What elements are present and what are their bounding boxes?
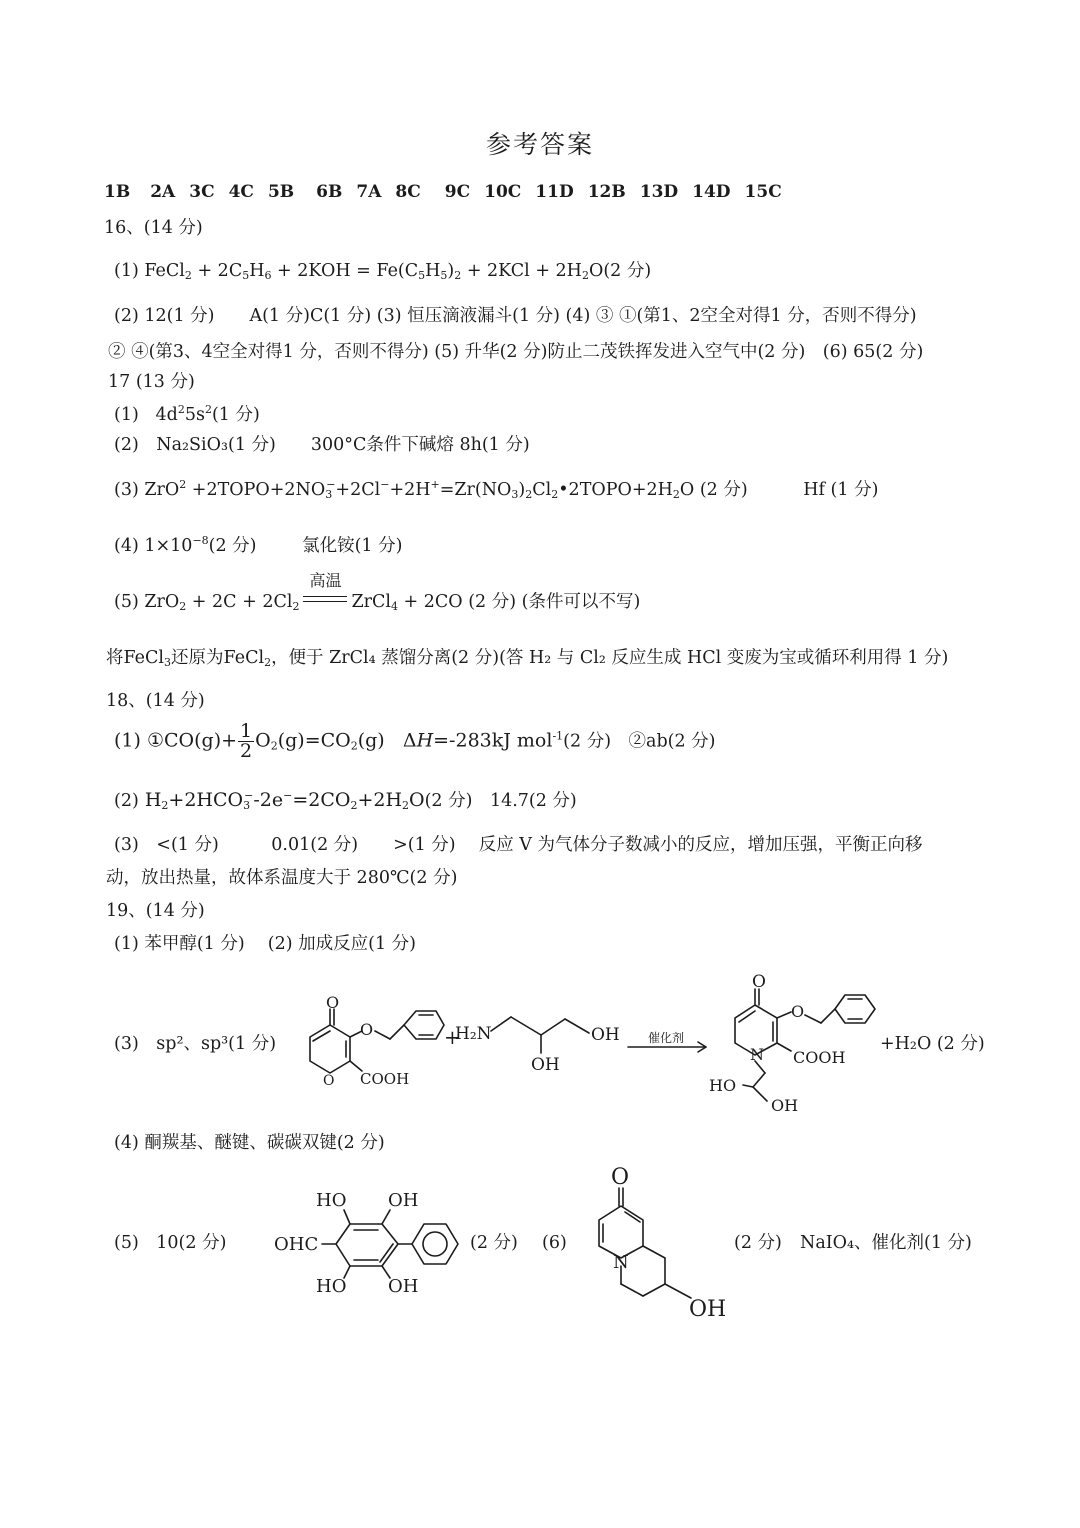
mc-answer: 8C (395, 182, 421, 202)
q17-p5b-post: ，便于 ZrCl₄ 蒸馏分离(2 分)(答 H₂ 与 Cl₂ 反应生成 HCl 变废为宝或循环利用得 1 分) (271, 648, 949, 668)
atom-label: O (611, 1165, 630, 1190)
reaction-arrow (628, 1040, 710, 1054)
q19-header: 19、(14 分) (106, 901, 205, 921)
q17-part5: (5) $ZrO_2 + 2C + 2Cl_2$ 高温 ZrCl$_4$ + 2CO (2 分) (条件可以不写) (114, 571, 641, 613)
atom-label: OH (591, 1025, 620, 1045)
q16-part2-line-b: ② ④(第3、4空全对得1 分，否则不得分) (5) 升华(2 分)防止二茂铁挥发进入空气中(2 分) (6) 65(2 分) (108, 342, 924, 362)
q18-part3-b: 动，放出热量，故体系温度大于 280℃(2 分) (106, 868, 458, 888)
q18-part1: (1) ①CO(g)+ $\frac{1}{2}$ $O_2(g)=CO_2(g)$ ΔH=-283kJ mol$^{-1}$(2 分) ②ab(2 分) (114, 720, 716, 762)
amino-diol-structure (455, 1005, 630, 1080)
mc-answer: 9C (444, 182, 471, 202)
atom-label: OH (388, 1190, 419, 1211)
q17-p4-label: (4) (114, 536, 139, 556)
q18-p2-label: (2) (114, 791, 139, 811)
atom-label: O (326, 993, 340, 1012)
q17-p3-label: (3) (114, 480, 139, 500)
q16-p1-label: (1) (114, 261, 139, 281)
q19-part3-tail: +H₂O (2 分) (880, 1034, 985, 1054)
q17-part2: (2) Na₂SiO₃(1 分) 300°C条件下碱熔 8h(1 分) (114, 435, 530, 455)
q17-part4: (4) $1\times 10^{-8}(2$ 分) 氯化铵(1 分) (114, 534, 403, 556)
mc-answer: 14D (692, 182, 731, 202)
atom-label: O (791, 1002, 805, 1021)
atom-label: COOH (793, 1048, 846, 1067)
mc-answer: 15C (744, 182, 782, 202)
atom-label: OH (771, 1096, 799, 1115)
mc-answer: 7A (356, 182, 382, 202)
atom-label: HO (316, 1276, 347, 1297)
q16-part2-line: (2) 12(1 分) A(1 分)C(1 分) (3) 恒压滴液漏斗(1 分) (4) ③ ①(第1、2空全对得1 分，否则不得分) (114, 306, 917, 326)
atom-label: N (750, 1045, 764, 1064)
mc-answer: 1B (104, 182, 131, 202)
q17-p3-hf: Hf (1 分) (803, 480, 879, 500)
mc-answer: 3C (189, 182, 215, 202)
atom-label: N (613, 1252, 629, 1273)
q18-part3: (3) <(1 分) 0.01(2 分) >(1 分) 反应 V 为气体分子数减小的反应，增加压强，平衡正向移 (114, 835, 923, 855)
atom-label: HO (316, 1190, 347, 1211)
multiple-choice-answers (104, 183, 782, 203)
q17-p1-score: (1 分) (211, 405, 260, 425)
q19-part6-score: (2 分) (734, 1233, 782, 1253)
atom-label: O (323, 1073, 335, 1089)
page-title: 参考答案 (485, 130, 594, 159)
q17-p5b-pre: 将 (106, 648, 124, 668)
mc-answer: 5B (267, 182, 295, 202)
q17-p4-score: (2 分) (208, 536, 257, 556)
q18-p1-dh: =-283kJ mol (433, 729, 553, 752)
atom-label: OH (531, 1055, 560, 1075)
atom-label: COOH (360, 1070, 410, 1088)
atom-label: O (360, 1020, 374, 1039)
q19-part3-label: (3) sp²、sp³(1 分) (114, 1034, 277, 1054)
q19-part5-label: (5) 10(2 分) (114, 1233, 227, 1253)
q18-p1-label: (1) ① (114, 729, 164, 752)
atom-label: OH (388, 1276, 419, 1297)
q18-p2-score: (2 分) 14.7(2 分) (424, 791, 577, 811)
mc-answer: 12B (587, 182, 626, 202)
mc-answer: 2A (150, 182, 176, 202)
q18-header: 18、(14 分) (106, 691, 205, 711)
q17-p1-label: (1) (114, 405, 139, 425)
mc-answer: 6B (316, 182, 343, 202)
q16-p1-score: (2 分) (603, 261, 652, 281)
atom-label: O (752, 972, 766, 992)
q19-part4: (4) 酮羰基、醚键、碳碳双键(2 分) (114, 1133, 385, 1153)
q17-p5-label: (5) (114, 592, 139, 612)
q17-p5b-mid: 还原为 (171, 648, 224, 668)
mc-answer: 13D (639, 182, 679, 202)
catalyst-label: 催化剂 (648, 1031, 685, 1045)
q17-p5-score: (2 分) (条件可以不写) (468, 592, 641, 612)
q19-part6-reagent: NaIO₄、催化剂(1 分) (800, 1233, 972, 1253)
q17-header: 17 (13 分) (108, 372, 195, 392)
q16-part1: (1) FeCl$_2$ + $2C_5H_6 + 2KOH = Fe(C_5H_5)_2 + 2KCl + 2H_2O(2$ 分) (114, 261, 652, 282)
atom-label: OH (689, 1297, 727, 1322)
atom-label: HO (709, 1076, 737, 1095)
q17-p4-b: 氯化铵(1 分) (302, 536, 403, 556)
q17-p5-condition: 高温 (309, 571, 342, 590)
q17-part1: (1) $4d^25s^2(1$ 分) (114, 403, 260, 425)
atom-label: OHC (274, 1234, 319, 1255)
quinolizinone-structure (585, 1158, 735, 1326)
q17-part3: (3) $ZrO^2 +2TOPO+2NO_3^-+2Cl^-+2H^+=Zr(NO_3)_2Cl_2•2TOPO+2H_2O$ (2 分) Hf (1 分) (114, 478, 879, 501)
q16-header: 16、(14 分) (104, 218, 203, 238)
q17-part5-b: 将FeCl$_3$还原为FeCl$_2$，便于 ZrCl₄ 蒸馏分离(2 分)(答 H₂ 与 Cl₂ 反应生成 HCl 变废为宝或循环利用得 1 分) (106, 648, 949, 669)
q17-p3-score: (2 分) (699, 480, 748, 500)
mc-answer: 11D (535, 182, 574, 202)
q18-p1-score: (2 分) ②ab(2 分) (563, 731, 716, 752)
q19-part1-2: (1) 苯甲醇(1 分) (2) 加成反应(1 分) (114, 934, 416, 954)
q18-part2: (2) $H_2+2HCO_3^--2e^-=2CO_2+2H_2O(2$ 分) 14.7(2 分) (114, 789, 577, 812)
mc-answer: 10C (484, 182, 522, 202)
plus-sign: + (444, 1025, 461, 1049)
pyridinone-product-structure (705, 965, 890, 1115)
q19-part5-score: (2 分) (470, 1233, 518, 1253)
pyranone-reactant-structure (290, 995, 460, 1095)
q19-part6-label: (6) (542, 1233, 567, 1253)
atom-label: H₂N (455, 1024, 492, 1044)
biphenyl-aldehyde-structure (272, 1180, 467, 1305)
mc-answer: 4C (228, 182, 254, 202)
